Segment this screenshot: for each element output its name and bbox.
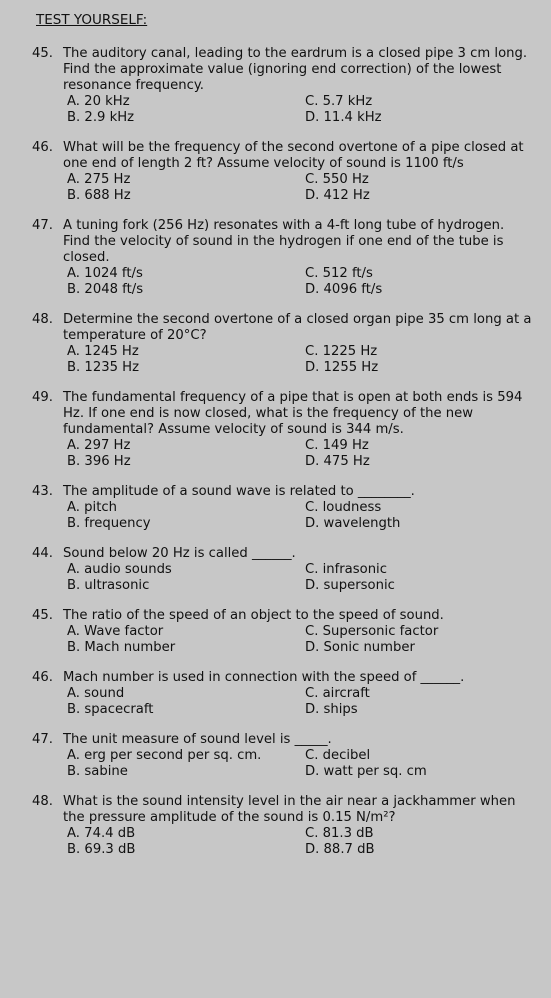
answer-choice: D. 475 Hz [305, 454, 370, 469]
question-block [32, 732, 537, 780]
answer-choice: C. aircraft [305, 686, 370, 701]
question-number: 49. [32, 390, 53, 405]
answer-choice: A. pitch [67, 500, 117, 515]
question-row [32, 218, 537, 266]
answer-choice: A. 74.4 dB [67, 826, 136, 841]
answer-choice: B. frequency [67, 516, 151, 531]
answer-choice: C. Supersonic factor [305, 624, 439, 639]
answer-choice: D. supersonic [305, 578, 395, 593]
question-row [32, 608, 537, 624]
question-number: 44. [32, 546, 53, 561]
question-block [32, 140, 537, 204]
question-block [32, 484, 537, 532]
answer-choice: A. 20 kHz [67, 94, 130, 109]
question-text: Mach number is used in connection with the speed of ______. [63, 670, 465, 685]
answer-choice: A. audio sounds [67, 562, 172, 577]
answer-choice: D. 1255 Hz [305, 360, 379, 375]
question-text: A tuning fork (256 Hz) resonates with a 4-ft long tube of hydrogen. Find the velocity of sound in the hydrogen if one end of the tube is closed. [63, 218, 505, 265]
question-text: What is the sound intensity level in the air near a jackhammer when the pressure amplitude of the sound is 0.15 N/m²? [63, 794, 516, 825]
question-number: 45. [32, 608, 53, 623]
question-number: 46. [32, 140, 53, 155]
question-list [32, 46, 537, 858]
answer-choices [67, 562, 537, 594]
answer-choice: C. 1225 Hz [305, 344, 378, 359]
answer-choice: D. watt per sq. cm [305, 764, 427, 779]
answer-choices [67, 500, 537, 532]
answer-choice: C. loudness [305, 500, 382, 515]
question-block [32, 46, 537, 126]
question-block [32, 670, 537, 718]
question-row [32, 546, 537, 562]
answer-choice: A. Wave factor [67, 624, 164, 639]
question-text: The unit measure of sound level is _____. [63, 732, 332, 747]
answer-choice: C. 149 Hz [305, 438, 369, 453]
question-block [32, 608, 537, 656]
answer-choice: B. sabine [67, 764, 128, 779]
question-row [32, 794, 537, 826]
question-number: 45. [32, 46, 53, 61]
question-block [32, 312, 537, 376]
question-text: The fundamental frequency of a pipe that is open at both ends is 594 Hz. If one end is now closed, what is the frequency of the new fundamental? Assume velocity of sound is 344 m/s. [63, 390, 523, 437]
answer-choice: B. ultrasonic [67, 578, 150, 593]
question-text: What will be the frequency of the second overtone of a pipe closed at one end of length 2 ft? Assume velocity of sound is 1100 ft/s [63, 140, 524, 171]
answer-choice: A. sound [67, 686, 125, 701]
answer-choices [67, 344, 537, 376]
answer-choices [67, 438, 537, 470]
answer-choices [67, 686, 537, 718]
answer-choice: A. 297 Hz [67, 438, 131, 453]
question-number: 46. [32, 670, 53, 685]
question-number: 47. [32, 218, 53, 233]
answer-choice: C. decibel [305, 748, 371, 763]
answer-choices [67, 172, 537, 204]
answer-choice: B. Mach number [67, 640, 176, 655]
answer-choice: A. erg per second per sq. cm. [67, 748, 262, 763]
answer-choice: A. 1024 ft/s [67, 266, 143, 281]
question-row [32, 140, 537, 172]
question-block [32, 218, 537, 298]
answer-choice: A. 1245 Hz [67, 344, 139, 359]
question-row [32, 390, 537, 438]
question-block [32, 794, 537, 858]
answer-choices [67, 266, 537, 298]
answer-choice: B. spacecraft [67, 702, 154, 717]
answer-choice: D. 88.7 dB [305, 842, 375, 857]
question-number: 48. [32, 794, 53, 809]
question-row [32, 46, 537, 94]
answer-choices [67, 624, 537, 656]
answer-choice: C. infrasonic [305, 562, 387, 577]
question-number: 47. [32, 732, 53, 747]
answer-choice: B. 2048 ft/s [67, 282, 144, 297]
answer-choice: D. ships [305, 702, 358, 717]
answer-choice: C. 550 Hz [305, 172, 369, 187]
answer-choices [67, 94, 537, 126]
answer-choice: B. 2.9 kHz [67, 110, 135, 125]
question-number: 48. [32, 312, 53, 327]
question-block [32, 390, 537, 470]
answer-choice: D. Sonic number [305, 640, 415, 655]
answer-choice: D. 4096 ft/s [305, 282, 383, 297]
question-text: The amplitude of a sound wave is related to ________. [63, 484, 415, 499]
answer-choice: C. 81.3 dB [305, 826, 374, 841]
answer-choice: B. 396 Hz [67, 454, 131, 469]
answer-choice: B. 688 Hz [67, 188, 131, 203]
answer-choices [67, 826, 537, 858]
question-row [32, 484, 537, 500]
question-number: 43. [32, 484, 53, 499]
answer-choices [67, 748, 537, 780]
answer-choice: D. wavelength [305, 516, 401, 531]
question-block [32, 546, 537, 594]
answer-choice: D. 11.4 kHz [305, 110, 382, 125]
worksheet-title: TEST YOURSELF: [36, 12, 148, 28]
question-text: Sound below 20 Hz is called ______. [63, 546, 296, 561]
answer-choice: A. 275 Hz [67, 172, 131, 187]
answer-choice: C. 5.7 kHz [305, 94, 373, 109]
answer-choice: C. 512 ft/s [305, 266, 373, 281]
answer-choice: D. 412 Hz [305, 188, 370, 203]
question-text: Determine the second overtone of a closed organ pipe 35 cm long at a temperature of 20°C? [63, 312, 532, 343]
answer-choice: B. 69.3 dB [67, 842, 136, 857]
question-text: The ratio of the speed of an object to the speed of sound. [63, 608, 444, 623]
answer-choice: B. 1235 Hz [67, 360, 140, 375]
question-row [32, 732, 537, 748]
question-row [32, 312, 537, 344]
question-row [32, 670, 537, 686]
question-text: The auditory canal, leading to the eardrum is a closed pipe 3 cm long. Find the approximate value (ignoring end correction) of the lowest resonance frequency. [63, 46, 528, 93]
